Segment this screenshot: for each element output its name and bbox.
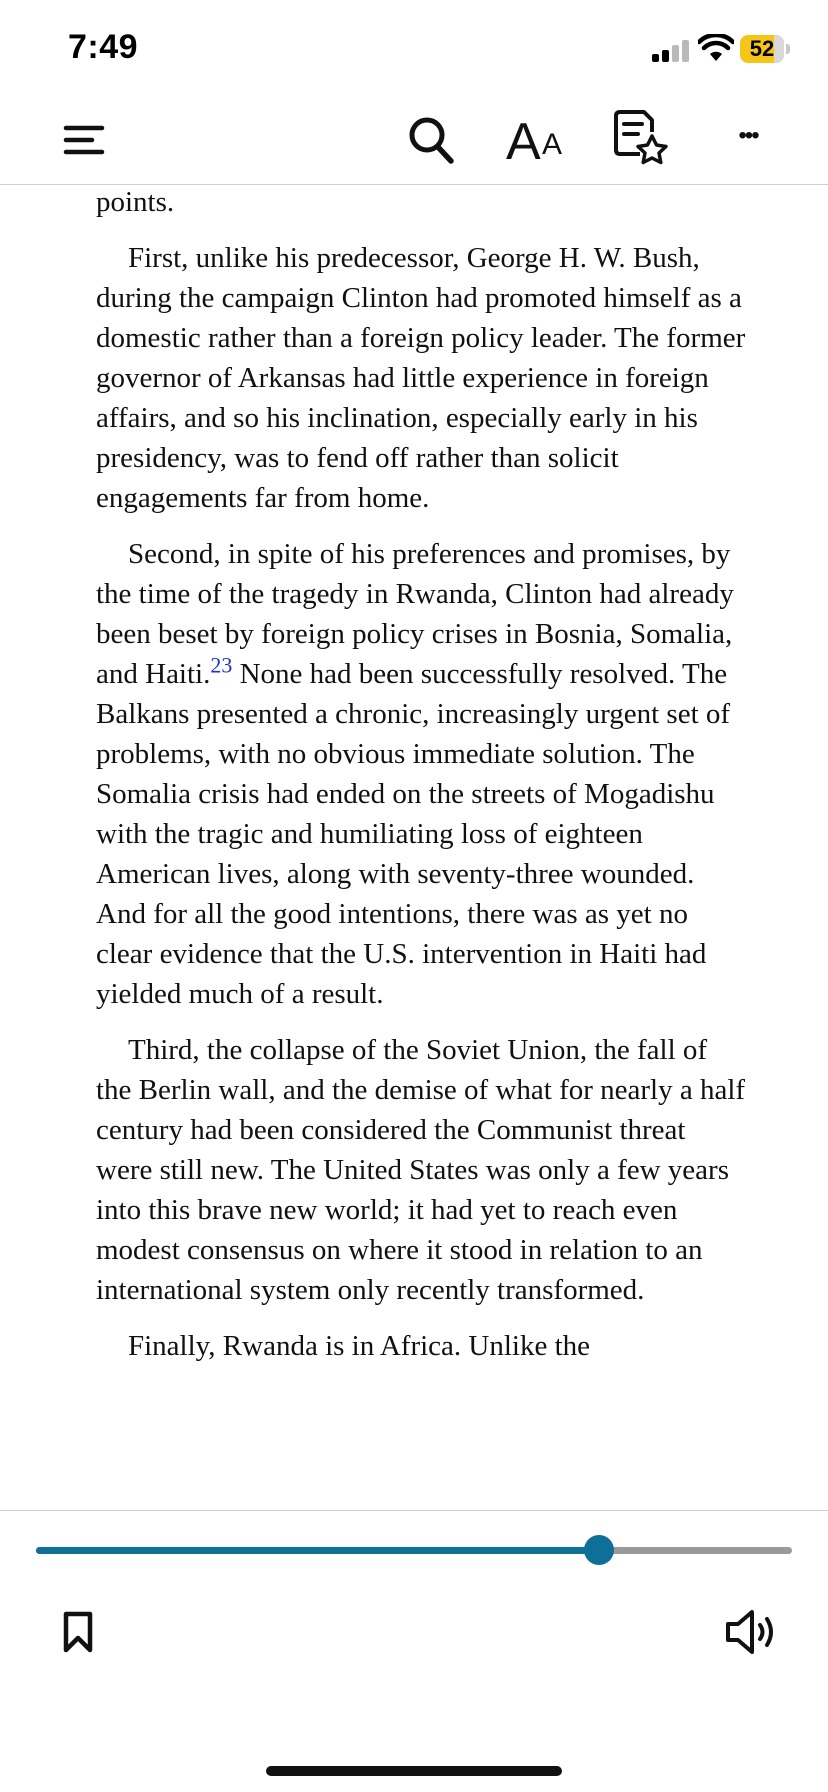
reading-progress-slider[interactable] [36, 1547, 792, 1554]
progress-fill [36, 1547, 599, 1554]
wifi-icon [698, 34, 734, 62]
search-icon[interactable] [406, 114, 456, 166]
font-settings-button[interactable] [506, 106, 576, 176]
paragraph-3: Third, the collapse of the Soviet Union, the fall of the Berlin wall, and the demise of what for nearly a half century had been considered the Communist threat were still new. The United States was only a few years into this brave new world; it had yet to reach even modest consensus on where it stood in relation to an international system only recently transformed. [96, 1034, 746, 1306]
menu-icon[interactable] [62, 120, 106, 160]
status-bar [0, 0, 828, 100]
content-divider [0, 1510, 828, 1511]
battery-level: 52 [749, 36, 775, 61]
footnote-link[interactable]: 23 [210, 652, 233, 678]
paragraph-4: Finally, Rwanda is in Africa. Unlike the [128, 1330, 591, 1362]
font-size-small-glyph: A [542, 128, 563, 161]
leading-text: points. [96, 186, 175, 218]
bookmark-icon[interactable] [62, 1610, 94, 1654]
battery-indicator [740, 35, 790, 65]
reading-pane [96, 184, 746, 1510]
paragraph-1: First, unlike his predecessor, George H. W. Bush, during the campaign Clinton had promoted himself as a domestic rather than a foreign policy leader. The former governor of Arkansas had little experience in foreign affairs, and so his inclination, especially early in his presidency, was to fend off rather than solicit engagements far from home. [96, 242, 746, 514]
bookmark-list-star-icon[interactable] [612, 110, 668, 170]
paragraph-2 [96, 534, 746, 1014]
speaker-icon[interactable] [724, 1608, 776, 1656]
paragraph-2-text-after: None had been successfully resolved. The Balkans presented a chronic, increasingly urgent set of problems, with no obvious immediate solution. The Somalia crisis had ended on the streets of Mogadishu with the tragic and humiliating loss of eighteen American lives, along with seventy-three wounded. And for all the good intentions, there was as yet no clear evidence that the U.S. intervention in Haiti had yielded much of a result. [96, 658, 731, 1010]
status-time: 7:49 [68, 28, 139, 66]
font-size-large-glyph: A [506, 113, 541, 171]
home-indicator [266, 1766, 562, 1776]
reader-toolbar [0, 100, 828, 185]
progress-thumb[interactable] [584, 1535, 614, 1565]
cellular-signal-icon [652, 40, 692, 62]
more-options-button[interactable]: ••• [738, 122, 758, 149]
paragraph-2-text-before: Second, in spite of his preferences and promises, by the time of the tragedy in Rwanda, Clinton had already been beset by foreign policy crises in Bosnia, Somalia, and Haiti. [96, 538, 734, 690]
